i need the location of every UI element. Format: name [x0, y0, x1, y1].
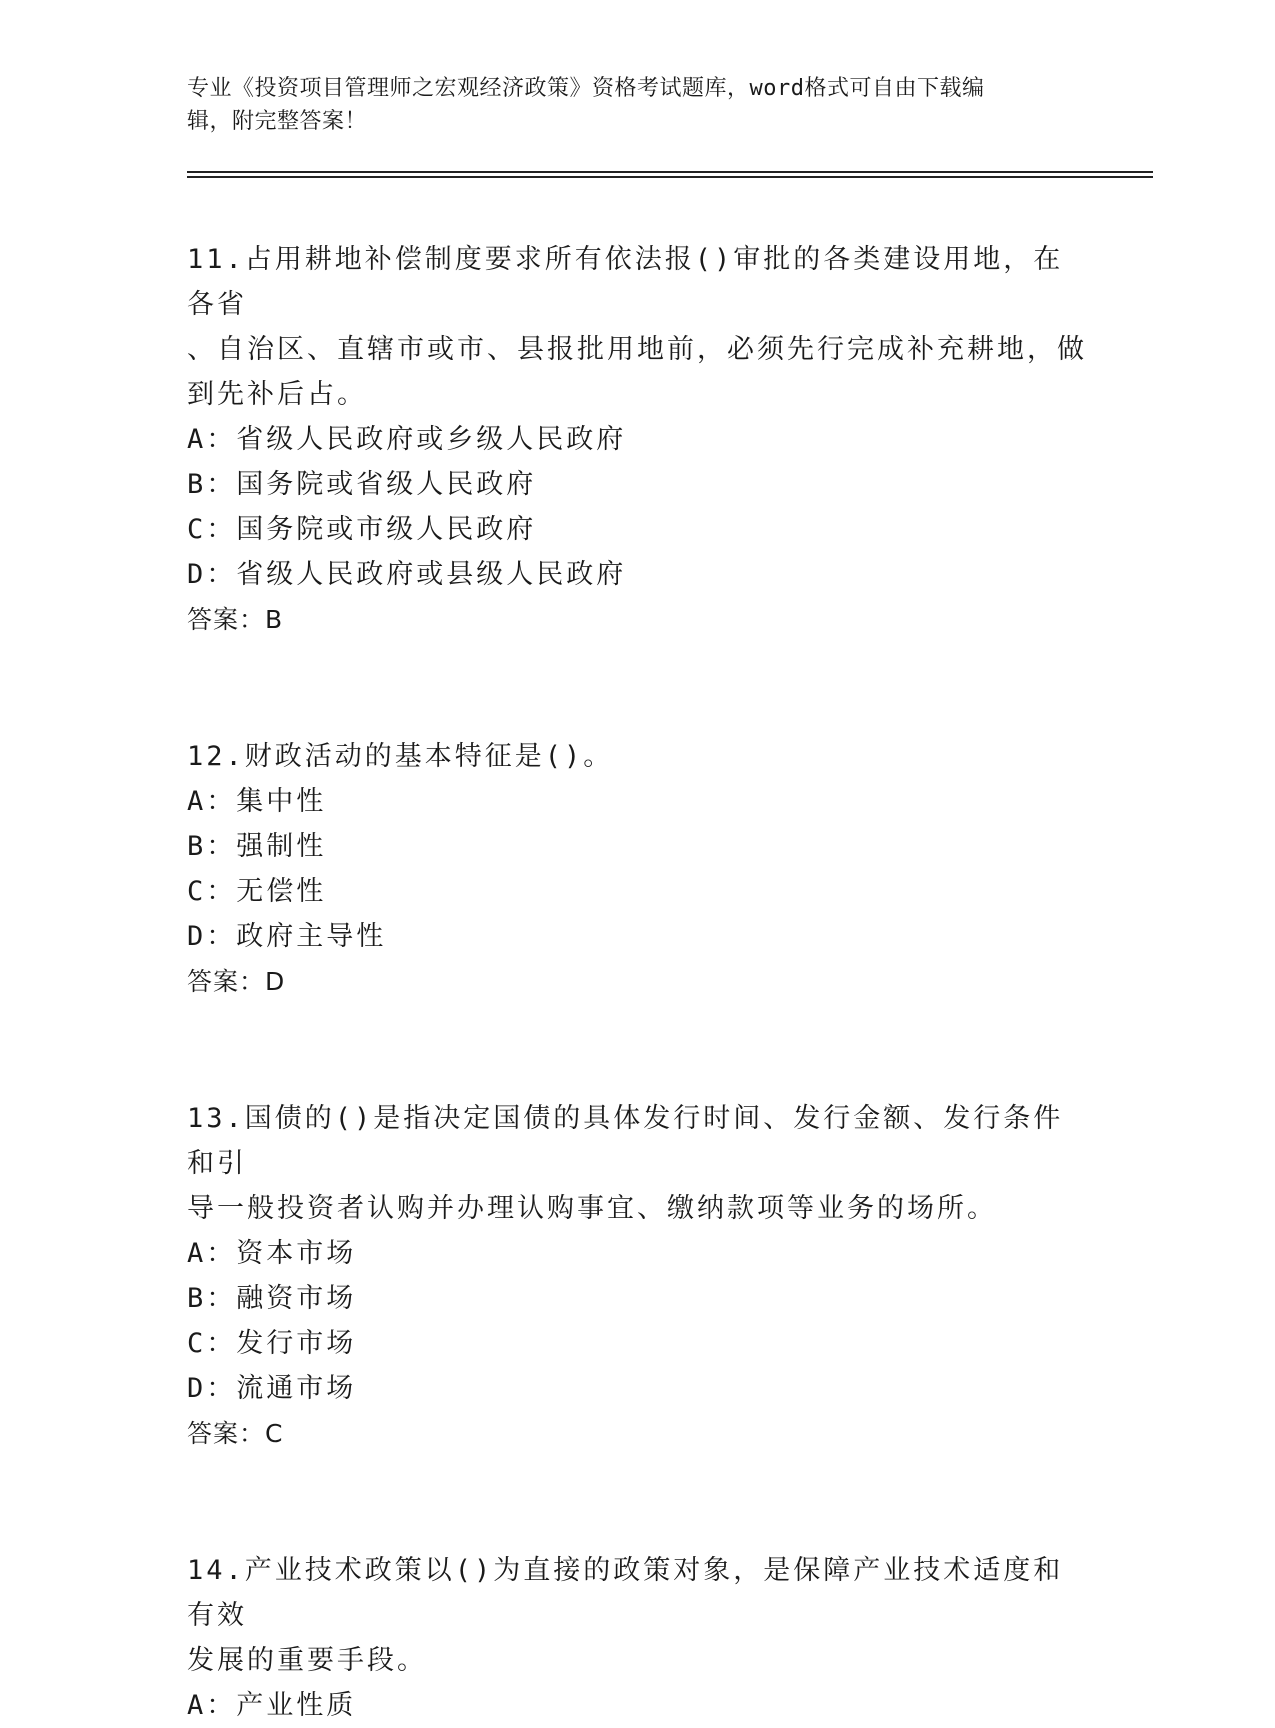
header-line-1: 专业《投资项目管理师之宏观经济政策》资格考试题库，word格式可自由下载编 [187, 76, 985, 101]
option-a: A：资本市场 [187, 1238, 357, 1269]
option-d: D：省级人民政府或县级人民政府 [187, 559, 627, 590]
question-stem-line: 发展的重要手段。 [187, 1645, 427, 1676]
answer: 答案：C [187, 1419, 284, 1448]
question-12 [187, 734, 1087, 1004]
option-b: B：国务院或省级人民政府 [187, 469, 537, 500]
question-11 [187, 237, 1087, 642]
question-stem-line: 12.财政活动的基本特征是()。 [187, 741, 614, 772]
header-line-2: 辑，附完整答案！ [187, 109, 368, 134]
option-d: D：政府主导性 [187, 921, 387, 952]
question-stem-line: 到先补后占。 [187, 379, 367, 410]
option-b: B：融资市场 [187, 1283, 357, 1314]
question-stem-line: 导一般投资者认购并办理认购事宜、缴纳款项等业务的场所。 [187, 1193, 997, 1224]
answer: 答案：D [187, 967, 286, 996]
question-stem-line: 13.国债的()是指决定国债的具体发行时间、发行金额、发行条件和引 [187, 1103, 1064, 1179]
option-a: A：产业性质 [187, 1690, 357, 1721]
question-stem-line: 11.占用耕地补偿制度要求所有依法报()审批的各类建设用地，在各省 [187, 244, 1064, 320]
question-13 [187, 1096, 1087, 1456]
option-c: C：国务院或市级人民政府 [187, 514, 537, 545]
document-header [187, 72, 1067, 138]
question-14 [187, 1548, 1087, 1728]
option-d: D：流通市场 [187, 1373, 357, 1404]
option-b: B：强制性 [187, 831, 327, 862]
header-divider-bottom [187, 176, 1153, 178]
question-stem-line: 、自治区、直辖市或市、县报批用地前，必须先行完成补充耕地，做 [187, 334, 1087, 365]
option-a: A：省级人民政府或乡级人民政府 [187, 424, 627, 455]
answer: 答案：B [187, 605, 284, 634]
option-a: A：集中性 [187, 786, 327, 817]
question-list [187, 237, 1087, 1728]
option-c: C：发行市场 [187, 1328, 357, 1359]
option-c: C：无偿性 [187, 876, 327, 907]
header-divider-top [187, 171, 1153, 173]
question-stem-line: 14.产业技术政策以()为直接的政策对象，是保障产业技术适度和有效 [187, 1555, 1064, 1631]
